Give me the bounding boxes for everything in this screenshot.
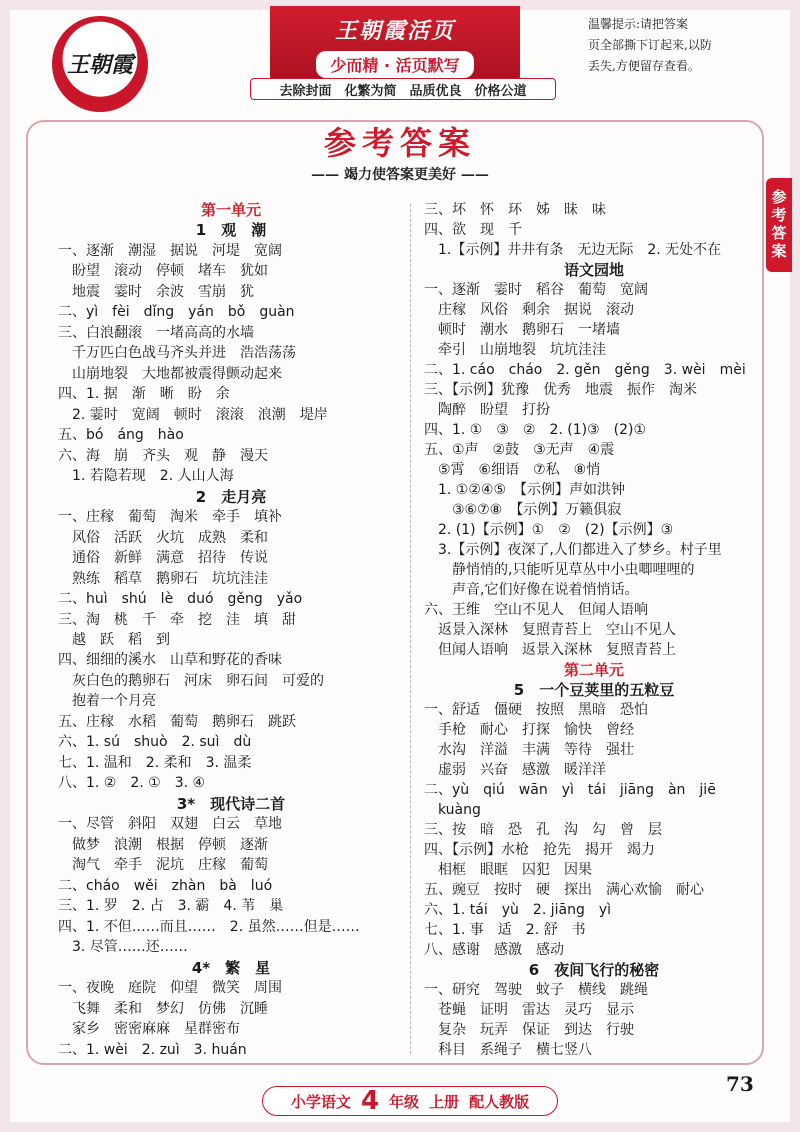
answer-line: 苍蝇 证明 雷达 灵巧 显示	[424, 1002, 634, 1018]
unit-heading: 第二单元	[563, 661, 624, 679]
tip-note	[588, 14, 766, 80]
answer-line: 复杂 玩弄 保证 到达 行驶	[424, 1022, 634, 1038]
answer-line: 手枪 耐心 打探 愉快 曾经	[424, 722, 634, 738]
answer-line: 山崩地裂 大地都被震得颤动起来	[58, 365, 282, 382]
answer-line: 但闻人语响 返景入深林 复照青苔上	[424, 642, 676, 658]
answer-line: 六、1. tái yù 2. jiāng yì	[424, 902, 612, 918]
answer-line: 顿时 潮水 鹅卵石 一堵墙	[424, 322, 620, 338]
answer-line: 淘气 牵手 泥坑 庄稼 葡萄	[58, 857, 268, 874]
column-divider	[410, 204, 411, 1054]
answer-line: 八、1. ② 2. ① 3. ④	[58, 775, 206, 792]
answer-line: kuàng	[424, 802, 481, 818]
answer-line: 地震 霎时 余波 雪崩 犹	[58, 283, 254, 300]
tip-line: 页全部撕下订起来,以防	[588, 38, 712, 52]
brand-title: 王朝霞活页	[334, 18, 455, 44]
answer-line: 一、研究 驾驶 蚊子 横线 跳绳	[424, 982, 648, 998]
answer-line: 三、1. 罗 2. 占 3. 霸 4. 苇 巢	[58, 898, 284, 915]
page-number: 73	[726, 1072, 754, 1096]
answer-line: 三、按 暗 恐 孔 沟 勾 曾 层	[424, 822, 662, 838]
answer-line: 五、①声 ②鼓 ③无声 ④震	[424, 442, 615, 458]
answer-line: 七、1. 温和 2. 柔和 3. 温柔	[58, 754, 252, 771]
answer-line: 二、1. wèi 2. zuì 3. huán	[58, 1041, 247, 1058]
side-tab: 参考答案	[766, 178, 792, 272]
answer-line: 熟练 稻草 鹅卵石 坑坑洼洼	[58, 570, 268, 587]
answer-line: 二、cháo wěi zhàn bà luó	[58, 877, 273, 894]
answer-line: 四、1. 不但……而且…… 2. 虽然……但是……	[58, 918, 360, 935]
answer-line: 1. ①②④⑤ 【示例】声如洪钟	[424, 482, 626, 498]
answer-line: 抱着一个月亮	[58, 693, 156, 710]
lesson-heading: 1 观 潮	[195, 221, 267, 240]
answer-line: 飞舞 柔和 梦幻 仿佛 沉睡	[58, 1000, 268, 1017]
answer-line: 1. 若隐若现 2. 人山人海	[58, 468, 234, 485]
answer-line: 三、白浪翻滚 一堵高高的水墙	[58, 324, 254, 341]
answer-line: 二、yù qiú wān yì tái jiāng àn jiē	[424, 782, 716, 798]
answer-line: 2. 霎时 宽阔 顿时 滚滚 浪潮 堤岸	[58, 406, 328, 423]
footer-term: 上册	[429, 1092, 460, 1111]
answer-line: 一、舒适 僵硬 按照 黑暗 恐怕	[424, 702, 648, 718]
unit-heading: 第一单元	[200, 201, 261, 219]
brand-subtitle: 少而精 · 活页默写	[316, 51, 473, 78]
lesson-heading: 语文园地	[563, 261, 624, 279]
answer-line: 一、逐渐 霎时 稻谷 葡萄 宽阔	[424, 282, 648, 298]
footer-grade-suffix: 年级	[389, 1092, 420, 1111]
answer-line: 风俗 活跃 火坑 成熟 柔和	[58, 529, 268, 546]
tip-line: 丢失,方便留存查看。	[588, 59, 700, 73]
lesson-heading: 6 夜间飞行的秘密	[528, 961, 660, 979]
answer-line: 一、逐渐 潮湿 据说 河堤 宽阔	[58, 242, 282, 259]
answer-line: 做梦 浪潮 根据 停顿 逐渐	[58, 836, 268, 853]
answer-line: 陶醉 盼望 打扮	[424, 402, 550, 418]
answer-line: 二、yì fèi dǐng yán bǒ guàn	[58, 304, 295, 321]
answer-line: 二、huì shú lè duó gěng yǎo	[58, 591, 303, 608]
answer-line: 声音,它们好像在说着悄悄话。	[424, 582, 639, 598]
brand-banner	[270, 6, 520, 86]
answer-line: 一、庄稼 葡萄 淘米 牵手 填补	[58, 509, 282, 526]
answer-line: 静悄悄的,只能听见草丛中小虫唧哩哩的	[424, 562, 695, 578]
brand-logo	[52, 16, 148, 112]
answer-line: 二、1. cáo cháo 2. gěn gěng 3. wèi mèi	[424, 362, 746, 378]
answer-line: 千万匹白色战马齐头并进 浩浩荡荡	[58, 345, 296, 362]
answer-line: 四、【示例】水枪 抢先 揭开 竭力	[424, 842, 655, 858]
answer-line: 八、感谢 感激 感动	[424, 942, 564, 958]
answer-line: 盼望 滚动 停顿 堵车 犹如	[58, 263, 268, 280]
answer-line: 牵引 山崩地裂 坑坑洼洼	[424, 342, 606, 358]
answer-line: 通俗 新鲜 满意 招待 传说	[58, 550, 268, 567]
answer-line: 五、bó áng hào	[58, 427, 184, 444]
answer-line: 家乡 密密麻麻 星群密布	[58, 1021, 240, 1038]
answer-line: 四、欲 现 千	[424, 222, 522, 238]
answer-line: 相框 眼眶 囚犯 因果	[424, 862, 592, 878]
answer-line: 四、细细的溪水 山草和野花的香味	[58, 652, 282, 669]
logo-text: 王朝霞	[66, 51, 133, 78]
tip-line: 温馨提示:请把答案	[588, 17, 689, 31]
answer-line: ③⑥⑦⑧ 【示例】万籁俱寂	[424, 502, 622, 518]
footer-subject: 小学语文	[290, 1092, 351, 1111]
answer-line: 五、庄稼 水稻 葡萄 鹅卵石 跳跃	[58, 713, 296, 730]
answer-line: 2. (1)【示例】① ② (2)【示例】③	[424, 522, 674, 538]
answer-line: 3. 尽管……还……	[58, 939, 188, 956]
answer-line: 六、1. sú shuò 2. suì dù	[58, 734, 252, 751]
answer-line: 科目 系绳子 横七竖八	[424, 1042, 592, 1058]
answer-line: 三、坏 怀 环 姊 昧 味	[424, 202, 606, 218]
lesson-heading: 5 一个豆荚里的五粒豆	[513, 681, 675, 699]
page-title: 参考答案	[323, 124, 476, 162]
answer-line: 1.【示例】井井有条 无边无际 2. 无处不在	[424, 242, 722, 258]
answer-line: 一、夜晚 庭院 仰望 微笑 周围	[58, 980, 282, 997]
answer-line: 返景入深林 复照青苔上 空山不见人	[424, 622, 676, 638]
footer-edition: 配人教版	[469, 1092, 530, 1111]
answer-line: 七、1. 事 适 2. 舒 书	[424, 922, 586, 938]
answer-line: 三、【示例】犹豫 优秀 地震 振作 淘米	[424, 382, 697, 398]
answer-line: 六、海 崩 齐头 观 静 漫天	[58, 447, 268, 464]
answer-line: 庄稼 风俗 剩余 据说 滚动	[424, 302, 634, 318]
answer-line: ⑤霄 ⑥细语 ⑦私 ⑧悄	[424, 462, 601, 478]
answer-line: 四、1. ① ③ ② 2. (1)③ (2)①	[424, 422, 647, 438]
answer-line: 虚弱 兴奋 感激 暖洋洋	[424, 762, 606, 778]
answer-line: 水沟 洋溢 丰满 等待 强壮	[424, 742, 634, 758]
answer-line: 越 跃 稻 到	[58, 632, 170, 648]
slogan-box: 去除封面 化繁为简 品质优良 价格公道	[250, 78, 556, 100]
answer-line: 一、尽管 斜阳 双翅 白云 草地	[58, 816, 282, 833]
answer-line: 三、淘 桃 千 牵 挖 洼 填 甜	[58, 611, 296, 628]
answer-line: 四、1. 据 渐 晰 盼 余	[58, 386, 230, 403]
lesson-heading: 3* 现代诗二首	[176, 794, 286, 813]
answer-line: 3.【示例】夜深了,人们都进入了梦乡。村子里	[424, 542, 722, 558]
page-subtitle: —— 竭力使答案更美好 ——	[311, 167, 489, 183]
answer-line: 六、王维 空山不见人 但闻人语响	[424, 602, 648, 618]
answer-line: 五、豌豆 按时 硬 探出 满心欢愉 耐心	[424, 882, 704, 898]
lesson-heading: 2 走月亮	[195, 487, 267, 506]
footer-grade: 4	[360, 1086, 380, 1116]
footer-badge	[262, 1086, 558, 1116]
answer-line: 灰白色的鹅卵石 河床 卵石间 可爱的	[58, 672, 324, 689]
lesson-heading: 4* 繁 星	[191, 958, 271, 977]
